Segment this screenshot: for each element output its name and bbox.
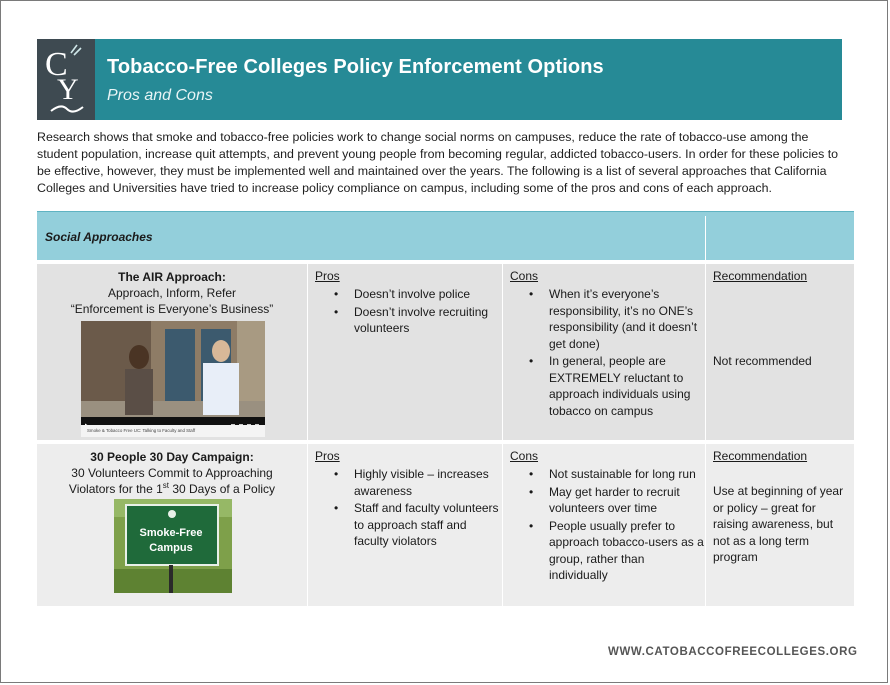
approach-description <box>37 269 307 317</box>
cons-cell <box>502 264 705 440</box>
options-table <box>37 211 854 606</box>
cons-heading: Cons <box>510 269 539 283</box>
cons-heading: Cons <box>510 449 539 463</box>
recommendation-text: Not recommended <box>713 354 812 368</box>
recommendation-cell <box>705 264 854 440</box>
cyan-logo <box>37 39 95 120</box>
smoke-free-sign-image <box>114 499 232 593</box>
recommendation-heading: Recommendation <box>713 449 808 463</box>
svg-text:C: C <box>45 46 68 83</box>
list-item: • Highly visible – increases awareness <box>308 466 502 499</box>
page-title: Tobacco-Free Colleges Policy Enforcement Options <box>107 56 604 78</box>
page-subtitle: Pros and Cons <box>107 87 213 104</box>
section-header <box>37 211 854 260</box>
pros-list <box>308 286 502 338</box>
approach-line: 30 Volunteers Commit to Approaching <box>71 466 273 480</box>
pros-cell <box>307 444 502 606</box>
cyan-logo-icon <box>37 39 95 120</box>
list-item: • Doesn’t involve recruiting volunteers <box>308 304 502 337</box>
table-row <box>37 260 854 440</box>
list-item: • Not sustainable for long run <box>503 466 705 483</box>
cons-list <box>503 466 705 585</box>
approach-cell <box>37 264 307 440</box>
approach-title: The AIR Approach: <box>118 270 226 284</box>
approach-line: “Enforcement is Everyone’s Business” <box>70 302 274 316</box>
list-item: • People usually prefer to approach tobacco-users as a group, rather than individually <box>503 518 705 584</box>
table-row <box>37 440 854 606</box>
video-caption: Smoke & Tobacco Free UC: Talking to Faculty and Staff <box>81 425 265 437</box>
video-frame-image <box>81 321 265 425</box>
recommendation-heading: Recommendation <box>713 269 808 283</box>
list-item: • Staff and faculty volunteers to approach staff and faculty violators <box>308 500 502 550</box>
approach-title: 30 People 30 Day Campaign: <box>90 450 254 464</box>
svg-text:Y: Y <box>57 73 79 106</box>
approach-cell <box>37 444 307 606</box>
recommendation-cell <box>705 444 854 606</box>
video-thumbnail[interactable] <box>81 321 265 437</box>
footer-url[interactable]: WWW.CATOBACCOFREECOLLEGES.ORG <box>608 646 858 658</box>
header-banner <box>37 39 842 120</box>
list-item: • May get harder to recruit volunteers over time <box>503 484 705 517</box>
pros-list <box>308 466 502 551</box>
recommendation-text: Use at beginning of year or policy – great for raising awareness, but not as a long term program <box>713 484 844 564</box>
list-item: • When it’s everyone’s responsibility, it’s no ONE’s responsibility (and it doesn’t get done) <box>503 286 705 352</box>
pros-cell <box>307 264 502 440</box>
sign-text: Smoke-Free Campus <box>139 527 203 554</box>
list-item: • Doesn’t involve police <box>308 286 502 303</box>
video-controls[interactable] <box>81 417 265 425</box>
pros-heading: Pros <box>315 449 340 463</box>
approach-line: Approach, Inform, Refer <box>107 286 237 300</box>
cons-cell <box>502 444 705 606</box>
pros-heading: Pros <box>315 269 340 283</box>
approach-line: Violators for the 1st 30 Days of a Policy <box>68 481 276 496</box>
intro-paragraph: Research shows that smoke and tobacco-free policies work to change social norms on campuses, reduce the rate of tobacco-use among the student population, increase quit attempts, and prevent young people from becoming regular, addicted tobacco-users. In order for these policies to be effective, however, they must be implemented well and maintained over the years. The following is a list of several approaches that California Colleges and Universities have tried to increase policy compliance on campus, including some of the pros and cons of each approach. <box>37 130 839 195</box>
section-divider <box>705 216 706 260</box>
cons-list <box>503 286 705 420</box>
section-label: Social Approaches <box>45 230 153 244</box>
list-item: • In general, people are EXTREMELY reluctant to approach individuals using tobacco on campus <box>503 353 705 419</box>
approach-description <box>37 449 307 497</box>
